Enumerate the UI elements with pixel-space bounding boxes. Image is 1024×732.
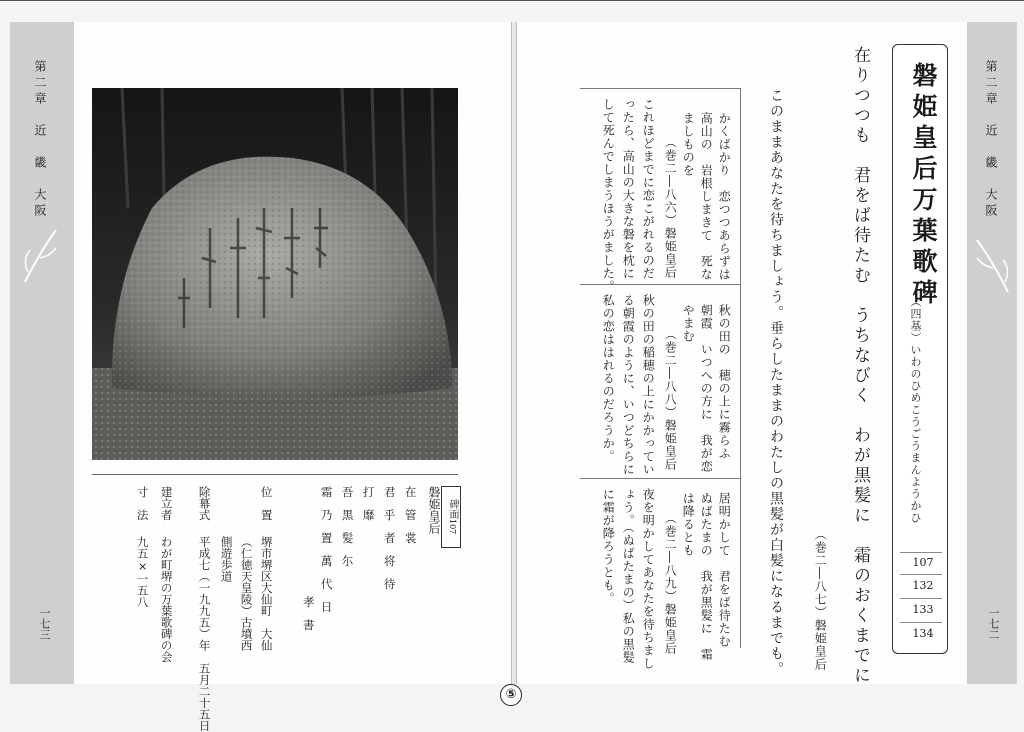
- inscription-badge: [441, 486, 461, 548]
- left-side-strip: [10, 22, 74, 684]
- poem-number-2: 132: [912, 579, 934, 592]
- location-label: 位 置: [259, 486, 274, 521]
- right-side-strip: [967, 22, 1017, 684]
- poem-89-trans-1: 夜を明かしてあなたを待ちまし: [641, 488, 656, 670]
- poem-86-line-1: かくばかり 恋つつあらずは: [717, 112, 732, 281]
- unveiling-date: 平成七（一九九五）年 五月二十五日: [197, 536, 212, 732]
- poem-grid-rule: [580, 88, 740, 89]
- unveiling-label: 除幕式: [197, 486, 212, 521]
- builder-value: わが町堺の万葉歌碑の会: [159, 536, 174, 663]
- main-poem-translation: このままあなたを待ちましょう。垂らしたままのわたしの黒髪が白髪になるまでも。: [768, 88, 784, 677]
- poem-89-line-2: ぬばたまの 我が黒髪に 霜: [699, 492, 714, 661]
- poem-86-trans-1: これほどまでに恋こがれるのだ: [641, 98, 656, 280]
- inscription-line-3: 打 靡: [361, 486, 376, 521]
- page-number-left: 一七三: [38, 607, 51, 640]
- poem-86-line-3: ましものを: [681, 112, 696, 177]
- badge-label: 碑面: [447, 499, 458, 520]
- poem-89-line-1: 居明かして 君をば待たむ: [717, 492, 732, 648]
- poem-86-source: （巻二―八六）磐姫皇后: [663, 136, 678, 279]
- poem-88-trans-1: 秋の田の稲穂の上にかかってい: [641, 294, 656, 476]
- book-fold: [511, 22, 517, 684]
- poem-86-trans-2: ったら、高山の大きな磐を枕に: [621, 98, 636, 280]
- poem-number-4: 134: [912, 627, 934, 640]
- poem-86-line-2: 高山の 岩根しまきて 死な: [699, 112, 714, 281]
- poem-88-line-3: やまむ: [681, 304, 696, 343]
- inscription-line-5: 霜 乃 置 萬 代 日: [319, 486, 334, 613]
- scan-edge: [0, 0, 1024, 1]
- info-divider: [92, 474, 458, 475]
- main-poem-source: （巻二―八七）磐姫皇后: [813, 528, 828, 671]
- poem-grid-rule: [740, 88, 741, 648]
- poem-89-source: （巻二―八九）磐姫皇后: [663, 512, 678, 655]
- poem-number-1: 107: [912, 556, 934, 569]
- poem-88-source: （巻二―八八）磐姫皇后: [663, 328, 678, 471]
- chapter-label-right: 第二章 近 畿 大阪: [984, 60, 998, 220]
- monument-photo: [92, 88, 458, 460]
- poem-88-trans-2: る朝霞のように、いつどちらに: [621, 294, 636, 476]
- poem-86-trans-3: して死んでしまうほうがました。: [601, 98, 616, 293]
- page-number-right: 一七二: [987, 607, 1000, 640]
- poem-88-line-2: 朝霞 いつへの方に 我が恋: [699, 304, 714, 473]
- inscription-line-4: 吾 黒 髪 尓: [340, 486, 355, 567]
- poem-88-line-1: 秋の田の 穂の上に霧らふ: [717, 304, 732, 460]
- poem-89-trans-3: に霜が降ろうとも。: [601, 488, 616, 605]
- poem-grid-rule: [580, 478, 740, 479]
- poem-88-trans-3: 私の恋ははれるのだろうか。: [601, 294, 616, 463]
- badge-number: 107: [448, 519, 457, 535]
- size-value: 九五×一五八: [135, 536, 150, 608]
- poem-number-3: 133: [912, 603, 934, 616]
- page-circle-number: ⑤: [500, 684, 522, 706]
- location-line-2: （仁徳天皇陵）古墳西: [239, 536, 254, 651]
- page-title: 磐姫皇后万葉歌碑: [909, 62, 938, 310]
- title-reading: （四基）いわのひめこうごうまんようかひ: [909, 296, 922, 524]
- size-label: 寸 法: [135, 486, 150, 521]
- inscription-title: 磐姫皇后: [427, 486, 441, 534]
- builder-label: 建立者: [159, 486, 174, 521]
- location-line-1: 堺市堺区大仙町 大仙: [259, 536, 274, 651]
- main-poem: 在りつつも 君をば待たむ うちなびく わが黒髪に 霜のおくまでに: [850, 46, 870, 686]
- number-rule: [900, 598, 942, 599]
- poem-89-trans-2: ょう。（ぬばたまの）私の黒髪: [621, 488, 636, 664]
- location-line-3: 側遊歩道: [219, 536, 234, 582]
- chapter-label-left: 第二章 近 畿 大阪: [33, 60, 47, 220]
- poem-89-line-3: は降るとも: [681, 492, 696, 557]
- inscription-line-6: 孝 書: [301, 596, 316, 631]
- number-rule: [900, 622, 942, 623]
- inscription-line-1: 在 管 裳: [403, 486, 418, 544]
- number-rule: [900, 574, 942, 575]
- number-rule: [900, 552, 942, 553]
- bamboo-leaf-icon: [973, 232, 1013, 302]
- inscription-line-2: 君 乎 者 将 待: [382, 486, 397, 590]
- bamboo-leaf-icon: [20, 222, 60, 292]
